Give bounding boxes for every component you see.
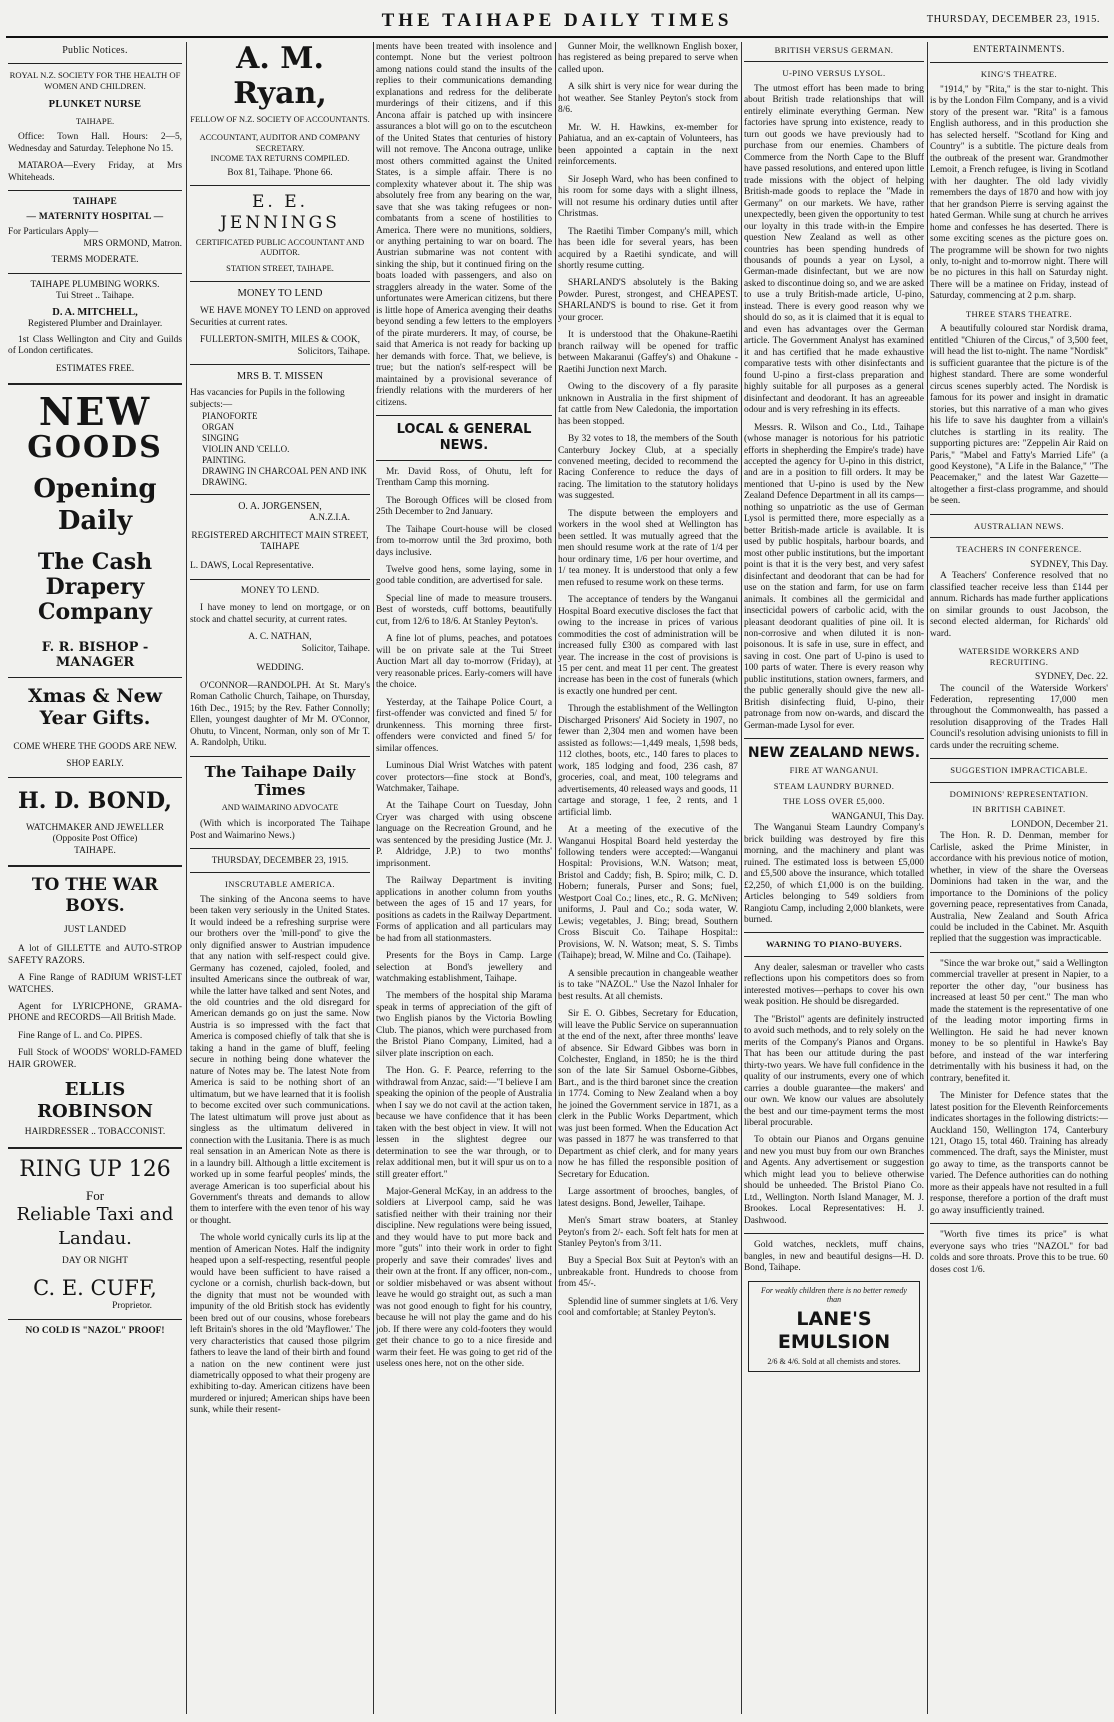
news-item: The dispute between the employers and workers in the wool shed at Wellington has been settled. It was mutually agreed that the men should resume work at the rate of 1/4 per hour ordinary time, 1/6 per hour overtime, and 1/ tea money. It is understood that only a few men refused to resume work on these terms. [558, 508, 738, 588]
subject-item: VIOLIN AND 'CELLO. [202, 444, 290, 454]
lanes-emulsion-tagline: For weakly children there is no better remedy than [761, 1285, 907, 1305]
paper-title: The Taihape Daily Times [204, 762, 356, 799]
ellis-trade: HAIRDRESSER .. TOBACCONIST. [24, 1127, 166, 1138]
news-item: Luminous Dial Wrist Watches with patent cover protectors—fine stock at Bond's, Watchmaker, Taihape. [376, 761, 552, 794]
local-general-news-heading: LOCAL & GENERAL NEWS. [396, 422, 532, 453]
fullerton-smith: FULLERTON-SMITH, MILES & COOK, [200, 335, 360, 346]
column-divider [186, 42, 187, 1714]
news-item: By 32 votes to 18, the members of the South Canterbury Jockey Club, at a specially convened meeting, decided to recommend the Racing Conference to reduce the days of racing. The limitation to the statutory holidays was suggested. [558, 434, 738, 502]
nazol-proof: NO COLD IS "NAZOL" PROOF! [25, 1325, 165, 1336]
news-item: Major-General McKay, in an address to the soldiers at Liverpool camp, said he was satisfied neither with their training nor their discipline. New regulations were being issued, and they would have to put more back and more "guts" into their work in order to fight properly and save their comrades' lives and their own at the front. If any officer, non-com., or soldier misbehaved or was absent without leave he would go straight out, as such a man was not good enough to fight for his country, because he will not play the game and do his job. If there were any cold-footers they would get their chance to go to a nice fireside and warm their feet. He was going to get rid of the useless ones here, not on the other side. [376, 1186, 552, 1369]
ellis-robinson-heading: ELLIS ROBINSON [37, 1079, 153, 1123]
money-to-lend-2-body: I have money to lend on mortgage, or on stock and chattel security, at current rates. [190, 603, 370, 625]
plunket-mataroa: MATAROA—Every Friday, at Mrs Whiteheads. [8, 161, 182, 183]
fire-dateline: WANGANUI, This Day. [831, 811, 924, 822]
money-to-lend-2-heading: MONEY TO LEND. [240, 585, 320, 596]
news-item: Mr. David Ross, of Ohutu, left for Trentham Camp this morning. [376, 466, 552, 489]
ring-up-heading: RING UP 126 [19, 1156, 171, 1182]
lanes-emulsion-name: LANE'S EMULSION [777, 1308, 891, 1354]
editorial-paragraph: The whole world cynically curls its lip at the mention of American Notes. Half the indignity heaped upon a self-respecting, resentful people would have been sufficient to have raised a cyclone or a cornish, churlish back-down, but the dignity that must not be wounded with impunity of the old British stock has evidently been bred out of our cousins, whose forebears left Britain's shores in the old 'Mayflower.' The very characteristics that caused those pilgrim fathers to leave the land of their birth and found a nation on the new continent were just diametrically opposed to what their progeny are exhibiting to-day. American citizens have been murdered or injured; American ships have been sunk, while their resent- [190, 1233, 370, 1416]
news-item: A fine lot of plums, peaches, and potatoes will be on private sale at the Tui Street Auction Mart all day to-morrow (Friday), at very reasonable prices. Early-comers will have the choice. [376, 634, 552, 691]
waterside-body: The council of the Waterside Workers' Federation, representing 17,000 men throughout the Commonwealth, has passed a resolution disapproving of the Trades Hall Council's resolution advising unionists to fill in cards under the recruiting scheme. [930, 683, 1108, 751]
news-item: Men's Smart straw boaters, at Stanley Peyton's from 2/- each. Soft felt hats for men at Stanley Peyton's from 3/11. [558, 1216, 738, 1249]
ryan-fellow: FELLOW OF N.Z. SOCIETY OF ACCOUNTANTS. [190, 115, 370, 124]
money-to-lend-body: WE HAVE MONEY TO LEND on approved Securities at current rates. [190, 306, 370, 328]
ryan-heading: A. M. Ryan, [233, 42, 327, 111]
three-stars-heading: THREE STARS THEATRE. [965, 308, 1073, 319]
opening-daily-heading: Opening Daily [33, 474, 157, 536]
jennings-role: CERTIFICATED PUBLIC ACCOUNTANT AND AUDITOR. [195, 237, 365, 258]
column-divider [555, 42, 556, 1714]
editorial-paragraph: The sinking of the Ancona seems to have been taken very seriously in the United States. It would indeed be a refreshing surprise were our brothers over the 'mill-pond' to give the only dignified answer to Austrian impudence that any nation with self-respect could give. Germany has cozened, cajoled, fooled, and insulted Americans since the outbreak of war, while the latter have talked and sent Notes, and the old countries and the old disregard for American demands go on just the same. Now Austria is so impressed with the fact that America is composed chiefly of talk that she is taking a hand in the game of bluff, feeling secure in nothing being done whatever the nature of Notes may be. The latest Note from America is said to be nothing short of an ultimatum, but we have learned that it is foolish to become excited over such communications. The latest ultimatum will prove just about as singless as the ultimatum delivered in connection with the Lusitania. There is as much real sensation in an American Note as there is in a laundry bill. Although a little excitement is worked up in some fearful peoples' minds, the average American is too superficial about his Government's threats and demands to allow them to interfere with the even tenor of his way or thought. [190, 894, 370, 1226]
column-divider [927, 42, 928, 1714]
day-or-night: DAY OR NIGHT [62, 1256, 128, 1267]
ryan-tax: INCOME TAX RETURNS COMPILED. [210, 153, 350, 163]
news-item: At the Taihape Court on Tuesday, John Cryer was charged with using obscene language on the Recreation Ground, and he was sentenced by the presiding Justice (Mr. J. P. Aldridge, J.P.) to two months' imprisonment. [376, 801, 552, 869]
kings-theatre-heading: KING'S THEATRE. [980, 69, 1058, 80]
new-heading: NEW [38, 389, 152, 435]
plumbing-address: Tui Street .. Taihape. [56, 291, 134, 302]
column-divider [741, 42, 742, 1714]
subject-item: PIANOFORTE [202, 411, 258, 422]
london-body: The Hon. R. D. Denman, member for Carlisle, asked the Prime Minister, in accordance with his previous notice of motion, whether, in view of the share the Overseas Dominions had taken in the war, and the importance to the Dominions of the policy governing peace, representatives from Canada, Australia, New Zealand and South Africa could be included in the Cabinet. Mr. Asquith replied that the suggestion was impracticable. [930, 831, 1108, 945]
worth-price-body: "Worth five times its price" is what everyone says who tries "NAZOL" for bad colds and sore throats. Prove this to be true. 60 doses cost 1/6. [930, 1230, 1108, 1275]
cash-drapery-heading: The Cash Drapery Company [37, 548, 153, 626]
royal-society-heading: ROYAL N.Z. SOCIETY FOR THE HEALTH OF WOMEN AND CHILDREN. [9, 70, 181, 91]
news-item: The acceptance of tenders by the Wanganui Hospital Board executive discloses the fact that owing to the increase in prices of various commodities the cost of administration will be increased fully £300 as compared with last year. The increase in the cost of provisions is 15 per cent. and meat 11 per cent. The greatest increase has been in the cost of funerals (which is exactly one hundred per cent. [558, 595, 738, 697]
public-notices-heading: Public Notices. [62, 45, 128, 56]
upino-paragraph: The utmost effort has been made to bring about British trade relationships that will entirely eliminate everything German. New factories have sprung into existence, ready to turn out goods we have previously had to purchase from our enemies. Chambers of Commerce from the North Cape to the Bluff have passed resolutions, and entered upon little trade missions with the object of helping British-made goods to replace the "Made in Germany" on our markets. We have, rather unexpectedly, been given the opportunity to test our loyalty in this trade with-in the Empire question New Zealand as well as other countries has been spending hundreds of thousands of pounds a year on Lysol, a German-made disinfectant, but we are now asked to discontinue doing so, and we are asked to use a truly British-made article, U-pino, instead. There is every good reason why we should do so, as it is claimed that it is equal to and even has advantages over the German article. The Government Analyst has examined it and has certified that he made exhaustive comparative tests with other disinfectants and found U-pino a first-class preparation and highly suitable for all purposes as a general disinfectant and deodorant. It has an agreeable odour and is very refreshing in its effects. [744, 83, 924, 416]
news-item: A sensible precaution in changeable weather is to take "NAZOL." Use the Nazol Inhaler for best results. At all chemists. [558, 968, 738, 1002]
paper-note: (With which is incorporated The Taihape Post and Waimarino News.) [190, 819, 370, 841]
bond-trade: WATCHMAKER AND JEWELLER [25, 822, 164, 833]
plunket-office: Office: Town Hall. Hours: 2—5, Wednesday and Saturday. Telephone No 15. [8, 132, 182, 154]
waterside-heading: WATERSIDE WORKERS AND RECRUITING. [958, 646, 1080, 667]
ryan-role: ACCOUNTANT, AUDITOR AND COMPANY SECRETARY. [199, 133, 361, 153]
top-rule [6, 36, 1108, 38]
subject-item: SINGING [202, 433, 239, 444]
subject-item: PAINTING. [202, 454, 246, 465]
hospital-apply: For Particulars Apply— [8, 227, 99, 238]
plumber-certificates: 1st Class Wellington and City and Guilds of London certificates. [8, 334, 182, 357]
bond-heading: H. D. BOND, [18, 787, 172, 814]
just-landed: JUST LANDED [63, 924, 127, 935]
fullerton-role: Solicitors, Taihape. [297, 346, 370, 357]
teachers-body: A Teachers' Conference resolved that no classified teacher receive less than £144 per annum. Richards has made further applications on similar grounds to oust Jacobson, the second elected alderman, for Richards' old ward. [930, 571, 1108, 639]
paper-date: THURSDAY, DECEMBER 23, 1915. [211, 855, 349, 866]
kings-theatre-body: "1914," by "Rita," is the star to-night. This is by the London Film Company, and is a vivid story of the present war. "Rita" is a famous English authoress, and in this production she has selected herself. "Scotland for King and Country" is a subtitle. The picture deals from the outbreak of the present war. Grandmother Lemoit, a French refugee, is living in Scotland with her daughter. The old lady vividly remembers the days of 1870 and how with joy that her grandson Pierre is serving against the hated German. While sung at church he arrives home and confesses he has deserted. There is some exciting scenes as the picture goes on. The programme will be shown for two nights only, to-night and to-morrow night. There will be no pictures in this hall on Saturday night. There will be a matinee on Friday, instead of Saturday, commencing at 2 p.m. sharp. [930, 84, 1108, 302]
jennings-address: STATION STREET, TAIHAPE. [226, 264, 334, 274]
nz-news-heading: NEW ZEALAND NEWS. [747, 745, 921, 762]
london-dateline: LONDON, December 21. [1011, 819, 1108, 830]
waterside-dateline: SYDNEY, Dec. 22. [1035, 672, 1108, 683]
money-to-lend-heading: MONEY TO LEND [237, 287, 323, 299]
hospital-matron: MRS ORMOND, Matron. [83, 238, 182, 249]
manager-heading: F. R. BISHOP - MANAGER [41, 639, 149, 671]
maternity-hospital-heading: — MATERNITY HOSPITAL — [26, 211, 164, 222]
news-item: The Taihape Court-house will be closed from to-morrow until the 3rd proximo, both days inclusive. [376, 524, 552, 558]
architect-address: REGISTERED ARCHITECT MAIN STREET, TAIHAPE [191, 530, 369, 552]
column-3 [376, 42, 552, 1718]
news-item: Presents for the Boys in Camp. Large selection at Bond's jewellery and watchmaking establishment, Taihape. [376, 951, 552, 984]
hospital-heading: TAIHAPE [72, 197, 118, 208]
upino-versus-lysol-heading: U-PINO VERSUS LYSOL. [782, 68, 886, 79]
news-item: Special line of made to measure trousers. Best of worsteds, cuff bottoms, beautifully cut, from 12/6 to 18/6. At Stanley Peyton's. [376, 593, 552, 627]
suggestion-heading: SUGGESTION IMPRACTICABLE. [950, 765, 1088, 776]
plunket-nurse-heading: PLUNKET NURSE [48, 99, 142, 111]
agent-gramaphone: Agent for LYRICPHONE, GRAMA-PHONE and RECORDS—All British Made. [8, 1001, 182, 1024]
piano-paragraph: The "Bristol" agents are definitely instructed to avoid such methods, and to rely solely on the merits of the Company's Pianos and Organs. That has been our attitude during the past thirty-two years. We have full confidence in the quality of our instruments, every one of which carries a double guarantee—the makers' and our own. We know our values are absolutely the best and our time-payment terms the most liberal procurable. [744, 1014, 924, 1129]
entertainments-heading: ENTERTAINMENTS. [973, 45, 1065, 55]
news-item: The Borough Offices will be closed from 25th December to 2nd January. [376, 495, 552, 518]
gillette-razors: A lot of GILLETTE and AUTO-STROP SAFETY RAZORS. [8, 944, 182, 966]
nathan-role: Solicitor, Taihape. [301, 643, 370, 654]
wedding-body: O'CONNOR—RANDOLPH. At St. Mary's Roman Catholic Church, Taihape, on Thursday, 16th Dec., 1915; by the Rev. Father Connolly; Ellen, youngest daughter of Mr M. O'Connor, Ohutu, to Vincent, Norman, only son of Mr T. A. Randolph, Utiku. [190, 680, 370, 749]
fire-body: The Wanganui Steam Laundry Company's brick building was destroyed by fire this morning, and the machinery and plant was ruined. The estimated loss is between £5,000 and £5,500 above the insurance, which totalled £2,250, of which £1,000 is on the building. Articles belonging to 549 soldiers from Rangiotu Camp, including 2,000 blankets, were burned. [744, 823, 924, 925]
column-divider [373, 42, 374, 1714]
news-item: Yesterday, at the Taihape Police Court, a first-offender was convicted and fined 5/ for drunkenness. This morning three first-offenders were convicted and fined 5/ for similar offences. [376, 697, 552, 754]
piano-paragraph: Any dealer, salesman or traveller who casts reflections upon his competitors does so from interested motives—perhaps to cover his own weak position. He should be disregarded. [744, 962, 924, 1008]
news-item: Large assortment of brooches, bangles, of latest designs. Bond, Jeweller, Taihape. [558, 1187, 738, 1209]
teachers-dateline: SYDNEY, This Day. [1030, 559, 1108, 570]
news-item: Twelve good hens, some laying, some in good table condition, are advertised for sale. [376, 565, 552, 587]
lanes-emulsion-price: 2/6 & 4/6. Sold at all chemists and stores. [767, 1357, 901, 1367]
news-item: Mr. W. H. Hawkins, ex-member for Pahiatua, and an ex-captain of Volunteers, has been appointed a captain in the next reinforcements. [558, 122, 738, 168]
subjects-list [190, 411, 370, 488]
come-where-goods-new: COME WHERE THE GOODS ARE NEW. [13, 742, 177, 752]
subject-item: ORGAN [202, 422, 235, 433]
war-boys-heading: TO THE WAR BOYS. [31, 875, 159, 916]
missen-body: Has vacancies for Pupils in the following subjects:— [190, 388, 345, 410]
steam-laundry-heading: STEAM LAUNDRY BURNED. [773, 780, 895, 791]
piano-warning-heading: WARNING TO PIANO-BUYERS. [765, 939, 903, 950]
hospital-terms: TERMS MODERATE. [51, 255, 139, 266]
traveller-body: "Since the war broke out," said a Wellington commercial traveller at present in Napier, to a reporter the other day, "our business has increased at least 50 per cent." The man who made the statement is the representative of one of the leading motor importing firms in Wellington. He said he had never known money to be so plentiful in Hawke's Bay before, and instead of the war interfering detrimentally with his business it had, on the contrary, benefited it. [930, 958, 1108, 1084]
teachers-conference-heading: TEACHERS IN CONFERENCE. [956, 544, 1082, 555]
xmas-gifts-heading: Xmas & New Year Gifts. [27, 685, 163, 730]
subject-item: DRAWING IN CHARCOAL PEN AND INK DRAWING. [202, 465, 367, 487]
cuff-heading: C. E. CUFF, [33, 1275, 157, 1300]
news-item: Owing to the discovery of a fly parasite unknown in Australia in the first shipment of fat cattle from New Caledonia, the importation has been stopped. [558, 382, 738, 427]
piano-paragraph: To obtain our Pianos and Organs genuine and new you must buy from our own Branches and Agents. Any advertisement or suggestion which might lead you to believe otherwise should be unheeded. The Bristol Piano Co. Ltd., Wellington. North Island Manager, M. J. Brookes. Local Representatives: H. J. Dashwood. [744, 1135, 924, 1226]
australian-news-heading: AUSTRALIAN NEWS. [974, 520, 1064, 531]
editorial-heading: INSCRUTABLE AMERICA. [225, 879, 335, 890]
british-cabinet-heading: IN BRITISH CABINET. [972, 804, 1066, 815]
column-1-advertisements [8, 42, 182, 1718]
plumbing-heading: TAIHAPE PLUMBING WORKS. [30, 279, 160, 290]
plumber-registration: Registered Plumber and Drainlayer. [27, 319, 163, 330]
daws-representative: L. DAWS, Local Representative. [190, 561, 314, 572]
news-item: Through the establishment of the Wellington Discharged Prisoners' Aid Society in 1907, no fewer than 2,304 men and women have been assisted as follows:—1,449 meals, 1,598 beds, 112 clothes, boots, etc., 140 fares to places to work, 185 lodging and food, 236 cash, 87 groceries, coal, and meat, 100 telegrams and advertisements, 40 released ways and goods, 11 cartage and storage, 1 fee, 2 rents, and 1 artificial limb. [558, 704, 738, 818]
pipes-range: Fine Range of L. and Co. PIPES. [18, 1030, 143, 1041]
column-2 [190, 42, 370, 1718]
cuff-proprietor: Proprietor. [112, 1301, 152, 1312]
news-item: A silk shirt is very nice for wear during the hot weather. See Stanley Peyton's stock from 8/6. [558, 82, 738, 116]
bond-watches-notice: Gold watches, necklets, muff chains, bangles, in new and beautiful designs—H. D. Bond, Taihape. [744, 1240, 924, 1274]
plumber-estimates: ESTIMATES FREE. [55, 363, 135, 374]
newspaper-title: THE TAIHAPE DAILY TIMES [381, 10, 733, 31]
shop-early: SHOP EARLY. [66, 759, 124, 770]
news-item: The members of the hospital ship Marama speak in terms of appreciation of the gift of two English pianos by the Victoria Bowling Club. The pianos, which were purchased from the Bristol Piano Company, Limited, had a silver plate inscription on each. [376, 991, 552, 1059]
column-4 [558, 42, 738, 1718]
news-item: At a meeting of the executive of the Wanganui Hospital Board held yesterday the following tenders were accepted:—Wanganui Hospital: Provisions, W.N. Watson; meat, Bristol and Caddy; fish, B. Spiro; milk, C. D. Hobern; funerals, Purser and Sons; fuel, Westport Coal Co.; lines, etc., R. G. McNiven; uniforms, J. Paul and Co.; soda water, W. Lewis; vegetables, J. Bing; bread, Southern Cross Biscuit Co. Taihape Hospital:: Provisions, W. N. Watson; meat, S. S. Timbs (Taihape); bread, W. Milne and Co. (Taihape). [558, 825, 738, 962]
jorgensen-heading: O. A. JORGENSEN, [238, 500, 322, 512]
news-item: Splendid line of summer singlets at 1/6. Very cool and comfortable; at Stanley Peyton's. [558, 1296, 738, 1319]
taxi-landau: Reliable Taxi and Landau. [16, 1204, 174, 1249]
news-item: Sir E. O. Gibbes, Secretary for Education, will leave the Public Service on superannuation at the end of the next, after three months' leave of absence. Sir Edward Gibbes was born in Colchester, England, in 1850; he is the third son of the late Sir Samuel Osborne-Gibbes, Bart., and is the third baronet since the creation in 1774. Coming to New Zealand when a boy he joined the Government service in 1871, as a clerk in the Public Works Department, which was just been formed. When the Education Act was passed in 1877 he was transferred to that Department as chief clerk, and for many years now he has filled the responsible position of Secretary for Education. [558, 1009, 738, 1180]
news-item: Buy a Special Box Suit at Peyton's with an unbreakable front. Hundreds to choose from from 45/-. [558, 1256, 738, 1290]
news-item: Sir Joseph Ward, who has been confined to his room for some days with a slight illness, will not resume his ordinary duties until after Christmas. [558, 174, 738, 220]
missen-heading: MRS B. T. MISSEN [236, 371, 324, 383]
editorial-continuation: ments have been treated with insolence and contempt. None but the veriest poltroon among nations could stand the insults of the replies to their communications demanding explanations and redress for the deliberate murderings of their citizens, and if this Ancona affair is patched up with insincere assurances a blot will go on to the escutcheon of the United States that centuries of history will not remove. The Ancona outrage, unlike most others committed against the United States, is a simple affair. There is no complexity whatever about it. The ship was absolutely free from any bearing on the war, save that she was taking refugees or non-combatants from a scene of hostilities to America. There were no munitions, soldiers, or anything pertaining to war on board. The Austrian submarine was not content with sinking the ship, but it continued firing on the boats loaded with passengers, and also on stragglers already in the water. Some of the unfortunates were American citizens, but there is little hope of America avenging their deaths beyond sending a few letters to the employers of the pirate murderers. It may, of course, be said that America is not ready for backing up her demands with force. That, we believe, is true; but the nation's self-respect will be maintained by a provisional severance of friendly relations with the murderers of her citizens. [376, 42, 552, 408]
dominions-heading: DOMINIONS' REPRESENTATION. [949, 788, 1089, 799]
loss-heading: THE LOSS OVER £5,000. [783, 796, 885, 807]
three-stars-body: A beautifully coloured star Nordisk drama, entitled "Chiuren of the Circus," of 3,500 feet, will head the list to-night. The name "Nordisk" is sufficient guarantee that the picture is of the highest standard. There are some wonderful circus scenes superbly acted. The Nordisk is famous for its power and insight in dramatic stories, but this narrative of a man who gives his life to save his daughter from a villain's clutches is startling in its reality. The supporting pictures are: "Zeppelin Air Raid on Paris," "Mabel and Fatty's Married Life" (a good Keystone), "A Life in the Balance," "The Peacemaker," and the latest War Gazette—altogether a first-class programme, and should be seen. [930, 324, 1108, 507]
column-6 [930, 42, 1108, 1718]
news-item: The Hon. G. F. Pearce, referring to the withdrawal from Anzac, said:—"I believe I am speaking the opinion of the people of Australia when I say we do not cavil at the action taken, because we have confidence that it has been taken with the best object in view. It will not lessen in the slightest degree our determination to see the war through, or to relax additional men, but it will spur us on to a still greater effort." [376, 1066, 552, 1180]
british-versus-german-heading: BRITISH VERSUS GERMAN. [774, 45, 894, 55]
news-item: Gunner Moir, the wellknown English boxer, has registered as being prepared to serve when called upon. [558, 42, 738, 75]
plunket-place: TAIHAPE. [75, 115, 115, 126]
news-item: The Raetihi Timber Company's mill, which has been idle for several years, has been acquired by a Raetihi syndicate, and will shortly resume cutting. [558, 226, 738, 271]
column-5 [744, 42, 924, 1718]
ryan-box: Box 81, Taihape. 'Phone 66. [227, 168, 333, 178]
news-item: It is understood that the Ohakune-Raetihi branch railway will be opened for traffic between Makaranui (Gaffey's) and Ohakune - Raetihi Junction next March. [558, 330, 738, 375]
plumber-name: D. A. MITCHELL, [52, 306, 138, 318]
news-item: SHARLAND'S absolutely is the Baking Powder. Purest, strongest, and CHEAPEST. SHARLAND'S is bound to rise. Get it from your grocer. [558, 278, 738, 323]
issue-date: THURSDAY, DECEMBER 23, 1915. [926, 14, 1100, 25]
news-item: The Railway Department is inviting applications in another column from youths between the ages of 15 and 17 years, for positions as cadets in the Railway Department. Forms of application and all particulars may be had from all stationmasters. [376, 876, 552, 944]
jennings-heading: E. E. JENNINGS [220, 192, 340, 234]
bond-place: TAIHAPE. [74, 845, 116, 856]
woods-hair-grower: Full Stock of WOODS' WORLD-FAMED HAIR GROWER. [8, 1048, 182, 1070]
goods-heading: GOODS [27, 430, 163, 466]
upino-paragraph: Messrs. R. Wilson and Co., Ltd., Taihape (whose manager is notorious for his patriotic efforts in shepherding the Empire's trade) have accepted the agency for U-pino in this district, and are in a position to fill orders. It may be mentioned that U-pino is used by the New Zealand Defence Department in all its camps—nothing so unpatriotic as the use of German Lysol is permitted there, more especially as a better British-made article is available. It is used by public hospitals, harbour boards, and most other public institutions, but the important point is that it is the very best, and very safest disinfectant and deodorant that can be had for use on the station and farm, for use on farm animals. It combines all the germicidal and insecticidal powers of carbolic acid, with the pleasant deodorant qualities of pine oil. It is non-corrosive and when diluted it is non-poisonous. It is safe in use, sure in effect, and saving in cost. One part of U-pino is used to 100 parts of water. There is every reason why public institutions, station owners, farmers, and the public generally should give the new all-British disinfecting fluid, U-pino, their patronage from now on-wards, and discard the German-made Lysol for ever. [744, 422, 924, 731]
lanes-emulsion-ad [748, 1281, 920, 1373]
bond-address: (Opposite Post Office) [52, 834, 138, 845]
fire-wanganui-heading: FIRE AT WANGANUI. [789, 765, 879, 776]
jorgensen-qualification: A.N.Z.I.A. [309, 513, 350, 524]
defence-body: The Minister for Defence states that the latest position for the Eleventh Reinforcements indicates shortages in the following districts:—Auckland 150, Wellington 174, Canterbury 121, Otago 15, total 460. Training has already commenced. The draft, says the Minister, must go away to time, as the transports cannot be varied. The Defence authorities can do nothing more as their appeals have not resulted in a full response, therefore a portion of the draft must go away insufficiently trained. [930, 1091, 1108, 1216]
wedding-heading: WEDDING. [256, 663, 304, 674]
paper-subtitle: AND WAIMARINO ADVOCATE [221, 803, 339, 813]
masthead [0, 0, 1114, 40]
nathan-name: A. C. NATHAN, [248, 632, 312, 643]
for-label: For [85, 1187, 105, 1203]
radium-watches: A Fine Range of RADIUM WRIST-LET WATCHES. [8, 973, 182, 995]
